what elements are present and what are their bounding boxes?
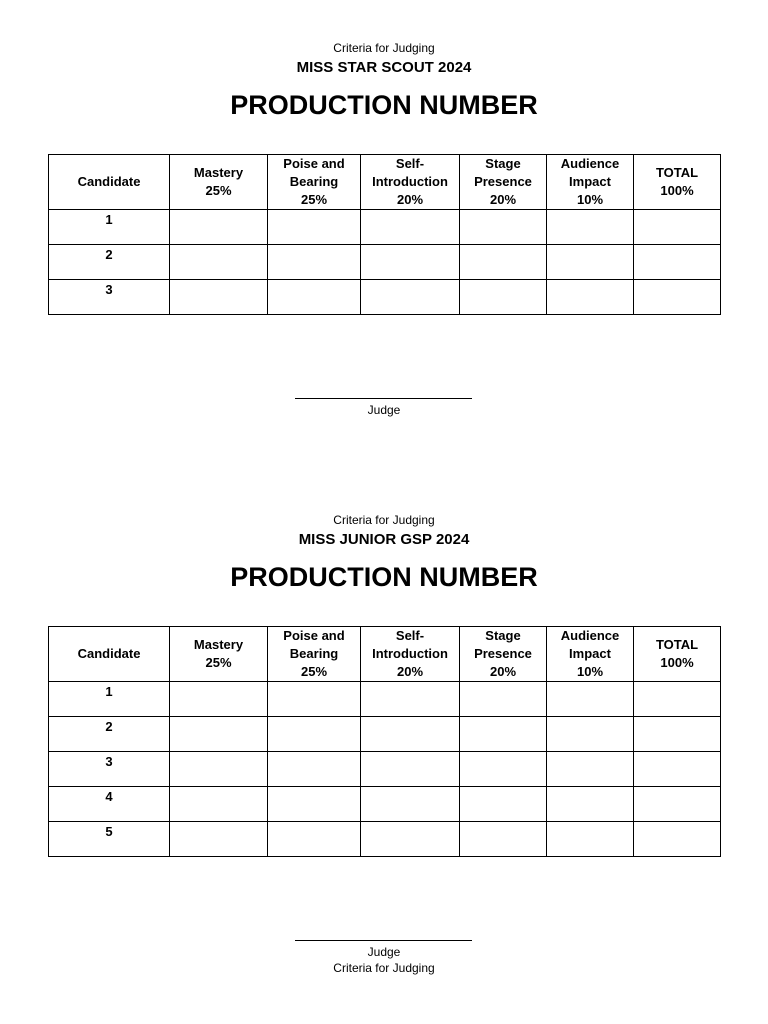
column-header-line: Candidate: [77, 646, 141, 661]
score-cell[interactable]: [361, 280, 460, 315]
score-cell[interactable]: [170, 822, 268, 857]
score-cell[interactable]: [547, 245, 634, 280]
header-row: [49, 155, 721, 210]
score-cell[interactable]: [634, 210, 721, 245]
score-table: [48, 154, 721, 315]
category-title: PRODUCTION NUMBER: [230, 90, 538, 120]
column-header: [547, 627, 634, 682]
column-header-line: 25%: [300, 664, 328, 679]
score-cell[interactable]: [547, 682, 634, 717]
score-cell[interactable]: [170, 245, 268, 280]
table-row: [49, 787, 721, 822]
column-header-line: 100%: [660, 183, 694, 198]
column-header-line: Poise and: [283, 156, 345, 171]
criteria-caption: Criteria for Judging: [333, 513, 435, 527]
score-cell[interactable]: [170, 787, 268, 822]
candidate-number: 1: [49, 682, 170, 717]
score-cell[interactable]: [460, 717, 547, 752]
score-cell[interactable]: [361, 717, 460, 752]
column-header-line: 20%: [489, 664, 517, 679]
column-header-line: TOTAL: [655, 165, 699, 180]
score-cell[interactable]: [361, 210, 460, 245]
score-cell[interactable]: [268, 752, 361, 787]
column-header-line: Audience: [560, 628, 620, 643]
candidate-number: 3: [49, 280, 170, 315]
column-header-line: Impact: [569, 174, 611, 189]
pageant-subtitle: MISS JUNIOR GSP 2024: [298, 531, 470, 548]
column-header-line: 20%: [396, 192, 424, 207]
score-cell[interactable]: [170, 280, 268, 315]
column-header-line: Self-: [395, 628, 425, 643]
score-cell[interactable]: [361, 752, 460, 787]
signature-line: [295, 398, 472, 399]
criteria-caption: Criteria for Judging: [333, 41, 435, 55]
column-header-line: 25%: [205, 183, 232, 198]
score-cell[interactable]: [634, 717, 721, 752]
column-header: [49, 627, 170, 682]
table-row: [49, 245, 721, 280]
score-cell[interactable]: [634, 280, 721, 315]
score-cell[interactable]: [361, 682, 460, 717]
judge-label: Judge: [367, 403, 401, 417]
score-cell[interactable]: [268, 682, 361, 717]
signature-line: [295, 940, 472, 941]
score-cell[interactable]: [170, 752, 268, 787]
score-cell[interactable]: [170, 717, 268, 752]
score-cell[interactable]: [460, 822, 547, 857]
score-cell[interactable]: [460, 787, 547, 822]
column-header-line: Self-: [395, 156, 425, 171]
column-header-line: Introduction: [372, 174, 448, 189]
table-row: [49, 822, 721, 857]
column-header-line: Poise and: [283, 628, 345, 643]
column-header: [49, 155, 170, 210]
table-row: [49, 280, 721, 315]
footer-criteria-caption: Criteria for Judging: [333, 961, 435, 975]
column-header-line: Introduction: [372, 646, 448, 661]
score-cell[interactable]: [268, 280, 361, 315]
column-header: [170, 627, 268, 682]
column-header-line: 25%: [205, 655, 232, 670]
column-header-line: 10%: [576, 664, 604, 679]
scoresheet-star-scout: [0, 40, 768, 417]
score-cell[interactable]: [361, 822, 460, 857]
column-header-line: Mastery: [193, 637, 244, 652]
column-header-line: Bearing: [289, 646, 339, 661]
column-header-line: Candidate: [77, 174, 141, 189]
table-row: [49, 210, 721, 245]
score-cell[interactable]: [268, 717, 361, 752]
column-header-line: Stage: [485, 628, 521, 643]
column-header-line: Mastery: [193, 165, 244, 180]
column-header-line: 10%: [576, 192, 604, 207]
score-cell[interactable]: [547, 280, 634, 315]
header-row: [49, 627, 721, 682]
score-cell[interactable]: [547, 717, 634, 752]
column-header-line: Audience: [560, 156, 620, 171]
score-cell[interactable]: [634, 245, 721, 280]
candidate-number: 3: [49, 752, 170, 787]
column-header-line: 100%: [660, 655, 694, 670]
score-cell[interactable]: [460, 210, 547, 245]
column-header: [460, 155, 547, 210]
column-header: [361, 155, 460, 210]
score-cell[interactable]: [634, 682, 721, 717]
candidate-number: 5: [49, 822, 170, 857]
pageant-subtitle: MISS STAR SCOUT 2024: [296, 59, 472, 76]
score-cell[interactable]: [547, 787, 634, 822]
column-header: [170, 155, 268, 210]
score-cell[interactable]: [268, 210, 361, 245]
column-header-line: Impact: [569, 646, 611, 661]
score-cell[interactable]: [268, 822, 361, 857]
candidate-number: 2: [49, 717, 170, 752]
candidate-number: 2: [49, 245, 170, 280]
score-cell[interactable]: [460, 682, 547, 717]
score-cell[interactable]: [634, 752, 721, 787]
column-header: [634, 155, 721, 210]
score-cell[interactable]: [170, 682, 268, 717]
column-header-line: Presence: [474, 174, 532, 189]
table-row: [49, 717, 721, 752]
column-header: [634, 627, 721, 682]
column-header-line: TOTAL: [655, 637, 699, 652]
column-header: [268, 627, 361, 682]
column-header-line: Presence: [474, 646, 532, 661]
score-cell[interactable]: [547, 822, 634, 857]
column-header-line: Bearing: [289, 174, 339, 189]
score-cell[interactable]: [634, 787, 721, 822]
scoresheet-junior-gsp: [0, 512, 768, 975]
column-header-line: 25%: [300, 192, 328, 207]
column-header-line: 20%: [396, 664, 424, 679]
score-cell[interactable]: [361, 245, 460, 280]
column-header: [547, 155, 634, 210]
table-row: [49, 682, 721, 717]
candidate-number: 1: [49, 210, 170, 245]
score-cell[interactable]: [460, 752, 547, 787]
score-cell[interactable]: [634, 822, 721, 857]
table-row: [49, 752, 721, 787]
score-cell[interactable]: [268, 787, 361, 822]
score-cell[interactable]: [361, 787, 460, 822]
judge-label: Judge: [367, 945, 401, 959]
score-cell[interactable]: [547, 752, 634, 787]
column-header: [361, 627, 460, 682]
score-cell[interactable]: [268, 245, 361, 280]
score-cell[interactable]: [547, 210, 634, 245]
score-cell[interactable]: [460, 245, 547, 280]
column-header: [268, 155, 361, 210]
column-header: [460, 627, 547, 682]
category-title: PRODUCTION NUMBER: [230, 562, 538, 592]
score-cell[interactable]: [460, 280, 547, 315]
column-header-line: Stage: [485, 156, 521, 171]
score-cell[interactable]: [170, 210, 268, 245]
column-header-line: 20%: [489, 192, 517, 207]
candidate-number: 4: [49, 787, 170, 822]
score-table: [48, 626, 721, 857]
